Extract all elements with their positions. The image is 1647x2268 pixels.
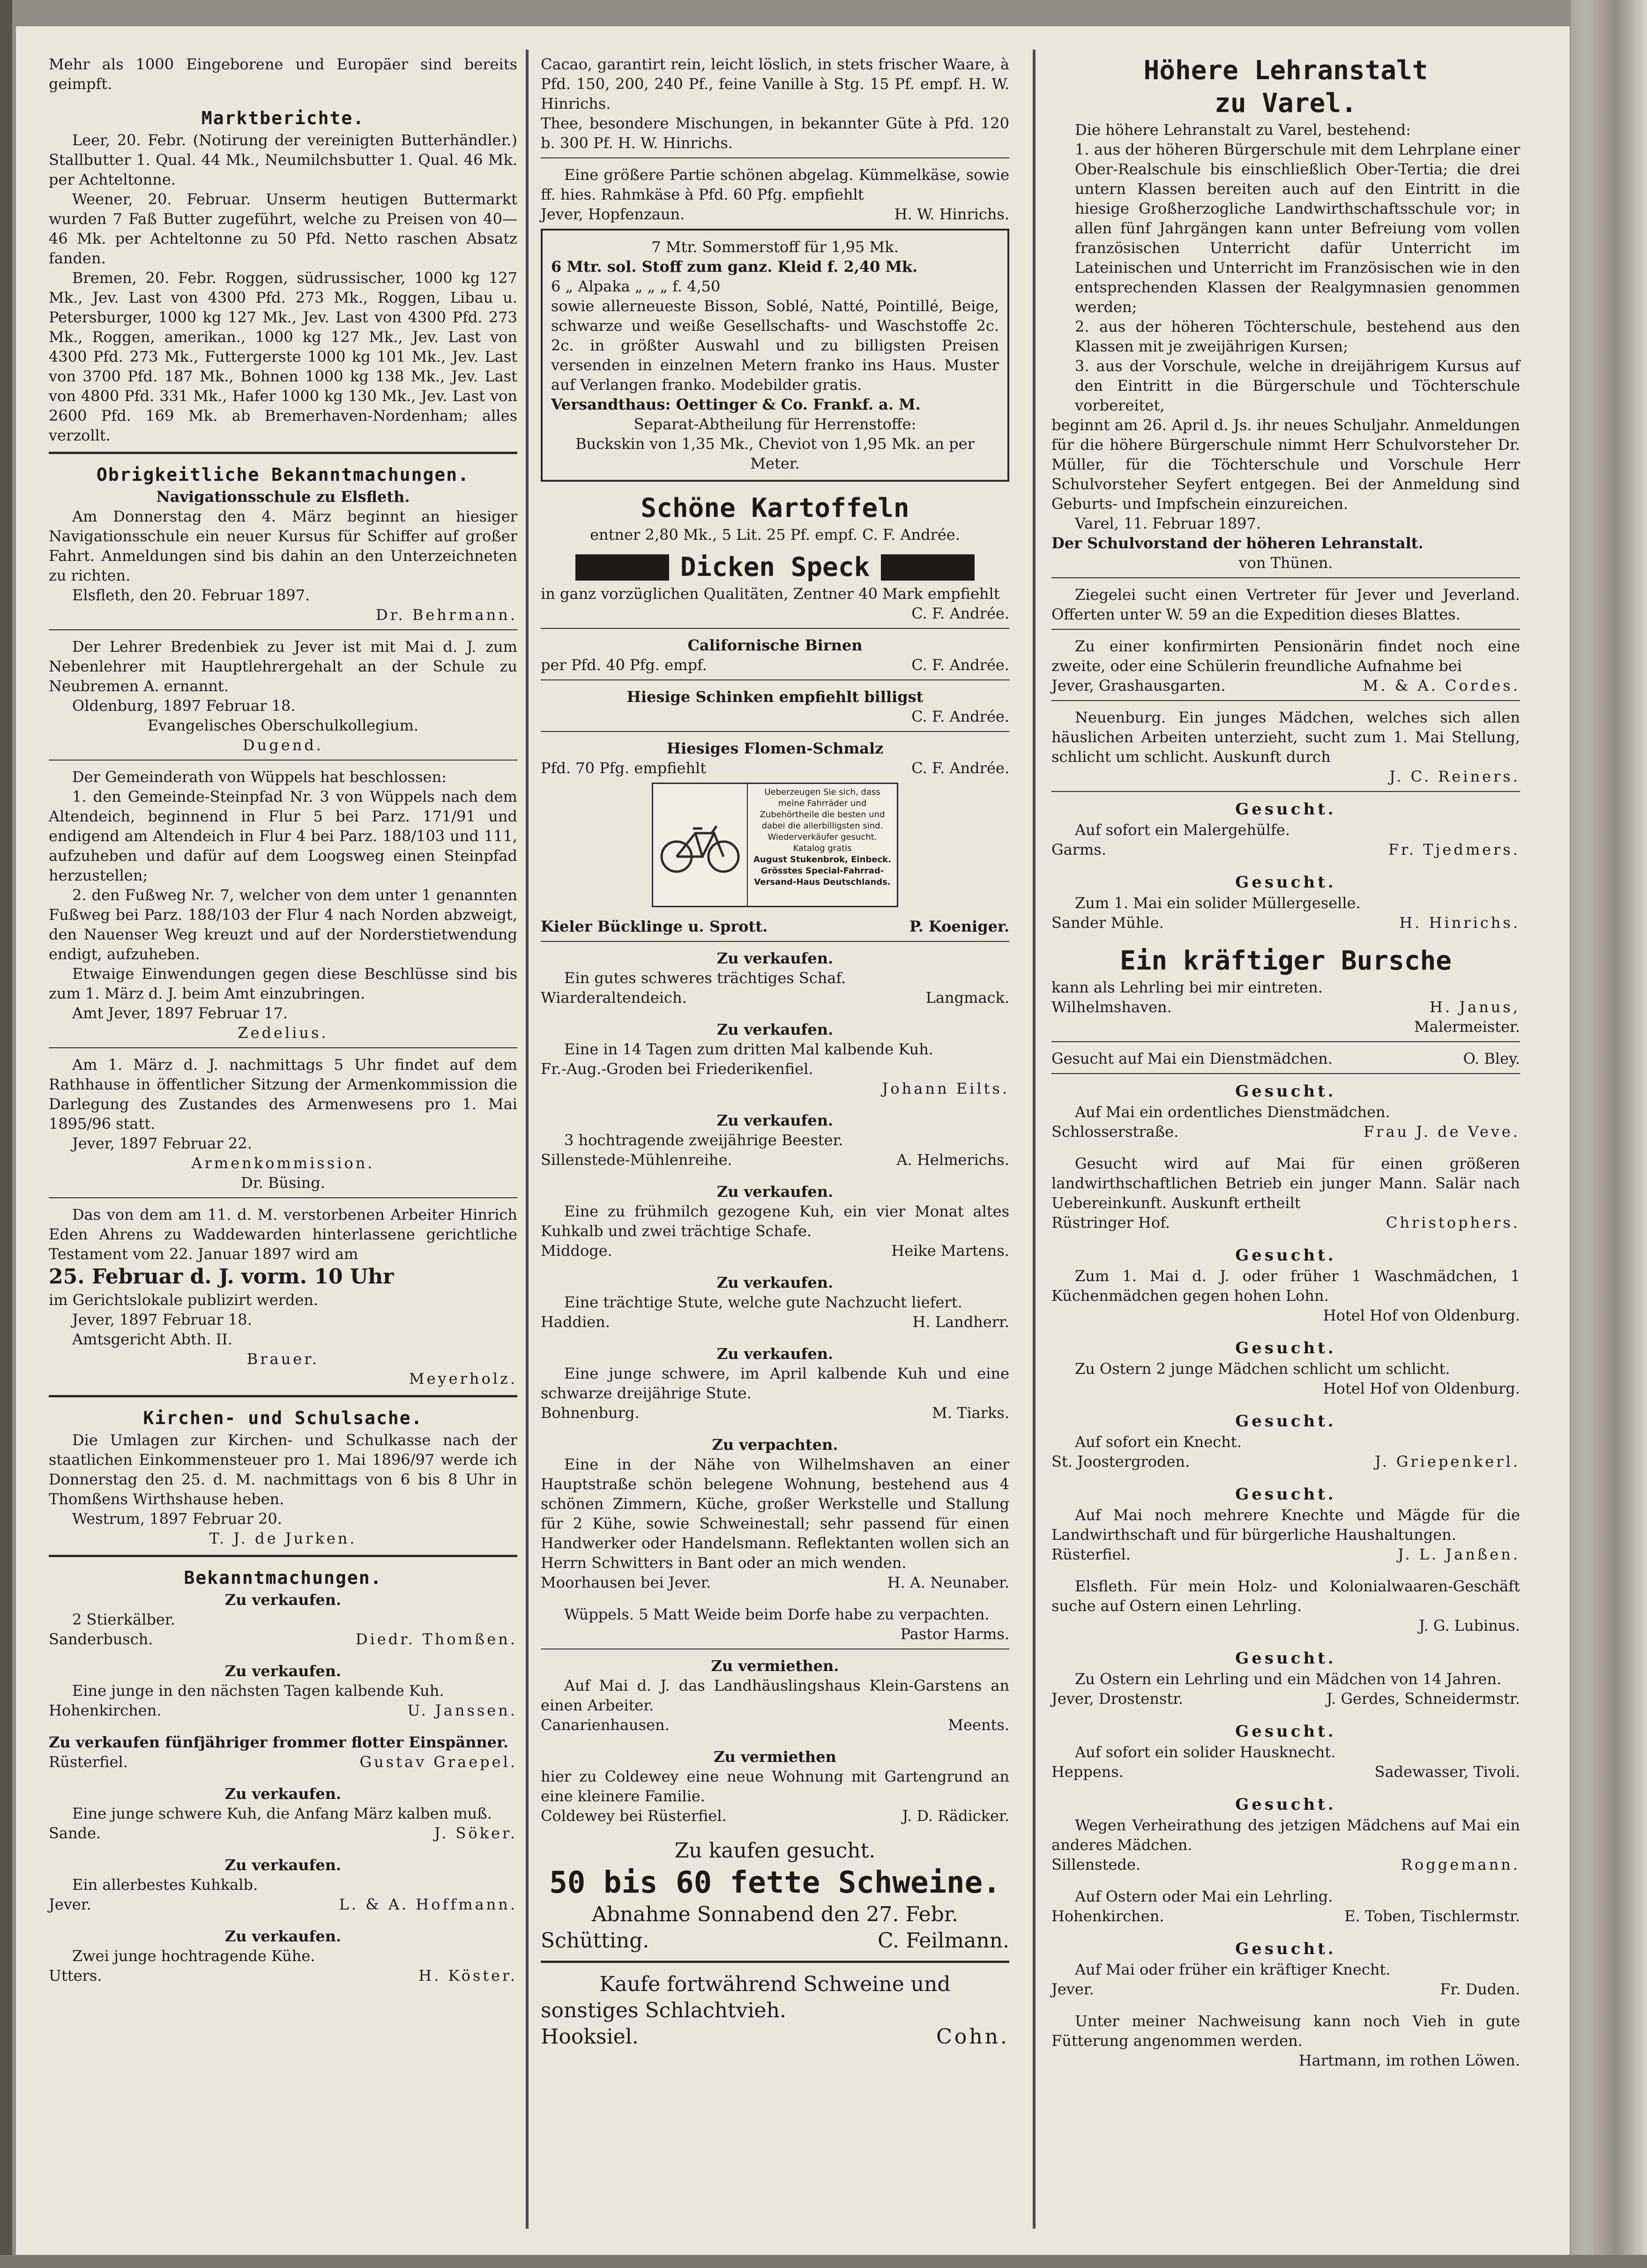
- divider: [1051, 1041, 1520, 1042]
- ad-signature: E. Toben, Tischlermstr.: [1344, 1907, 1520, 1925]
- ad-heading: Zu verkaufen fünfjähriger frommer flotter Einspänner.: [49, 1733, 509, 1751]
- lard-signature: C. F. Andrée.: [911, 759, 1009, 777]
- bacon-text: in ganz vorzüglichen Qualitäten, Zentner 40 Mark empfiehlt: [541, 585, 1000, 603]
- wanted-ad: [1051, 1484, 1520, 1564]
- ad-signature: H. A. Neunaber.: [887, 1574, 1009, 1591]
- bicycle-icon: [658, 814, 742, 875]
- banner-bar-right: [881, 554, 975, 581]
- ad-text: Auf sofort ein solider Hausknecht.: [1075, 1743, 1336, 1761]
- rental-ad: [541, 1656, 1009, 1735]
- testament-org: Amtsgericht Abth. II.: [72, 1330, 233, 1348]
- newspaper-page: [16, 26, 1570, 2255]
- fabric-line-3: 6 „ Alpaka „ „ „ f. 4,50: [551, 277, 721, 295]
- maid-ad: [1051, 1049, 1520, 1068]
- ad-heading: Gesucht.: [1235, 1412, 1336, 1431]
- strong-lad-place: Wilhelmshaven.: [1051, 998, 1172, 1016]
- school-title-1: Höhere Lehranstalt: [1143, 55, 1428, 86]
- fabric-ad-box: [541, 229, 1009, 482]
- ad-text: Ein gutes schweres trächtiges Schaf.: [564, 969, 846, 987]
- ad-text: Eine zu frühmilch gezogene Kuh, ein vier Monat altes Kuhkalb und zwei trächtige Schafe.: [541, 1202, 1009, 1240]
- ad-signature: H. Köster.: [418, 1967, 517, 1984]
- market-leer: Leer, 20. Febr. (Notirung der vereinigten Butterhändler.) Stallbutter 1. Qual. 44 Mk., Neumilchsbutter 1. Qual. 46 Mk. per Achteltonne.: [49, 131, 517, 188]
- ad-heading: Gesucht.: [1235, 1649, 1336, 1668]
- classified-ad: [49, 1590, 517, 1649]
- section-divider: [49, 1395, 517, 1397]
- ad-signature: J. Griepenkerl.: [1375, 1453, 1520, 1470]
- ad-heading: Gesucht.: [1235, 1722, 1336, 1741]
- market-reports-heading: Marktberichte.: [201, 108, 365, 128]
- ad-text: Elsfleth. Für mein Holz- und Kolonialwaaren-Geschäft suche auf Ostern einen Lehrling.: [1051, 1577, 1520, 1615]
- bacon-banner: [541, 551, 1009, 584]
- ad-heading: Zu verkaufen.: [716, 1021, 834, 1038]
- ad-signature: Sadewasser, Tivoli.: [1374, 1763, 1520, 1781]
- ad-heading: Zu verkaufen.: [224, 1927, 342, 1945]
- wanted-ad: [1051, 1576, 1520, 1635]
- cohn-place: Hooksiel.: [541, 2025, 639, 2049]
- bacon-heading: Dicken Speck: [680, 552, 870, 582]
- ad-signature: L. & A. Hoffmann.: [339, 1895, 517, 1913]
- wanted-ad: [1051, 798, 1520, 859]
- ad-heading: Zu verkaufen.: [716, 1274, 834, 1291]
- ad-signature: Frau J. de Veve.: [1364, 1123, 1520, 1141]
- pears-heading: Californische Birnen: [687, 636, 863, 654]
- bicycle-ad-text: [748, 784, 897, 906]
- poor-commission-org: Armenkommission.: [191, 1154, 375, 1172]
- fabric-line-2: 6 Mtr. sol. Stoff zum ganz. Kleid f. 2,40 Mk.: [551, 258, 918, 276]
- cacao-ad: Cacao, garantirt rein, leicht löslich, in stets frischer Waare, à Pfd. 150, 200, 240 Pf., feine Vanille à Stg. 15 Pf. empf. H. W. Hinrichs.: [541, 55, 1009, 112]
- ad-place: Bohnenburg.: [541, 1404, 640, 1422]
- section-divider: [541, 1961, 1009, 1963]
- bicycle-ad-line-1: Ueberzeugen Sie sich, dass meine Fahrräder und Zubehörtheile die besten und dabei die allerbilligsten sind.: [760, 787, 885, 831]
- council-item-1: 1. den Gemeinde-Steinpfad Nr. 3 von Wüppels nach dem Altendeich, beginnend in Flur 5 bei Parz. 171/91 und endigend am Altendeich in Flur 4 bei Parz. 188/103 und 111, aufzuheben und dafür auf dem Loogsweg einen Steinpfad herzustellen;: [49, 788, 517, 884]
- ad-signature: Fr. Duden.: [1440, 1980, 1520, 1998]
- ad-heading: Zu vermiethen: [714, 1748, 836, 1766]
- ad-signature: Johann Eilts.: [882, 1080, 1009, 1097]
- fabric-firm: Versandthaus: Oettinger & Co. Frankf. a. M.: [551, 395, 921, 413]
- ham-heading: Hiesige Schinken empfiehlt billigst: [626, 688, 924, 706]
- divider: [49, 629, 517, 630]
- neuenburg-signature: J. C. Reiners.: [1389, 768, 1520, 785]
- wanted-ad: [1051, 1245, 1520, 1325]
- pasture-ad: Wüppels. 5 Matt Weide beim Dorfe habe zu verpachten.: [564, 1605, 990, 1623]
- ad-place: Fr.-Aug.-Groden bei Friederikenfiel.: [541, 1060, 813, 1078]
- ad-heading: Zu vermiethen.: [711, 1657, 839, 1675]
- lard-heading: Hiesiges Flomen-Schmalz: [666, 739, 884, 757]
- classified-ad: [49, 1661, 517, 1720]
- ad-place: Sillenstede-Mühlenreihe.: [541, 1151, 732, 1169]
- ad-place: Jever.: [1051, 1980, 1094, 1998]
- cheese-signature: H. W. Hinrichs.: [894, 205, 1009, 223]
- ad-heading: Zu verkaufen.: [716, 1345, 834, 1363]
- school-place: Varel, 11. Februar 1897.: [1075, 515, 1261, 532]
- ad-text: Eine junge schwere, im April kalbende Kuh und eine schwarze dreijährige Stute.: [541, 1365, 1009, 1402]
- school-board: Der Schulvorstand der höheren Lehranstalt.: [1051, 534, 1423, 552]
- divider: [1051, 700, 1520, 701]
- bicycle-illustration: [653, 784, 748, 906]
- column-left: [49, 54, 517, 1998]
- ad-place: Rüsterfiel.: [49, 1753, 128, 1771]
- neuenburg-ad: Neuenburg. Ein junges Mädchen, welches sich allen häuslichen Arbeiten unterzieht, sucht zum 1. Mai Stellung, schlicht um schlicht. Auskunft durch: [1051, 709, 1520, 766]
- ad-text: Auf Ostern oder Mai ein Lehrling.: [1075, 1888, 1333, 1905]
- ad-text: Zwei junge hochtragende Kühe.: [72, 1947, 315, 1965]
- divider: [1051, 577, 1520, 578]
- ad-heading: Gesucht.: [1235, 1485, 1336, 1504]
- ad-text: Auf sofort ein Knecht.: [1075, 1433, 1242, 1451]
- tea-ad: Thee, besondere Mischungen, in bekannter Güte à Pfd. 120 b. 300 Pf. H. W. Hinrichs.: [541, 114, 1009, 152]
- ad-text: 2 Stierkälber.: [72, 1611, 175, 1628]
- potatoes-text: entner 2,80 Mk., 5 Lit. 25 Pf. empf. C. F. Andrée.: [590, 526, 960, 544]
- ad-text: Eine junge schwere Kuh, die Anfang März kalben muß.: [72, 1805, 492, 1822]
- livestock-signature: Hartmann, im rothen Löwen.: [1298, 2052, 1520, 2069]
- nav-school-heading: Navigationsschule zu Elsfleth.: [156, 488, 410, 506]
- ad-text: Eine junge in den nächsten Tagen kalbende Kuh.: [72, 1682, 444, 1700]
- classified-ad: [49, 1732, 517, 1772]
- school-item-2: 2. aus der höheren Töchterschule, bestehend aus den Klassen mit je zweijährigen Kursen;: [1075, 318, 1520, 355]
- ad-text: Gesucht wird auf Mai für einen größeren landwirthschaftlichen Betrieb ein junger Mann. Salär nach Uebereinkunft. Auskunft ertheilt: [1051, 1155, 1520, 1212]
- nav-school-place: Elsfleth, den 20. Februar 1897.: [72, 586, 310, 604]
- ad-signature: Roggemann.: [1401, 1856, 1520, 1873]
- scan-edge-bottom: [0, 2255, 1647, 2268]
- ad-signature: Gustav Graepel.: [359, 1753, 517, 1771]
- pasture-signature: Pastor Harms.: [900, 1625, 1009, 1643]
- ad-heading: Gesucht.: [1235, 1795, 1336, 1814]
- classified-ad: [49, 1926, 517, 1985]
- ad-heading: Zu verkaufen.: [716, 1183, 834, 1201]
- divider: [49, 1047, 517, 1048]
- column-middle: [541, 54, 1009, 2050]
- church-school-text: Die Umlagen zur Kirchen- und Schulkasse nach der staatlichen Einkommensteuer pro 1. Mai 1896/97 werde ich Donnerstag den 25. d. M. nachmittags von 6 bis 8 Uhr in Thomßens Wirthshause heben.: [49, 1431, 517, 1508]
- divider: [541, 679, 1009, 680]
- kippers-ad: [541, 917, 1009, 936]
- ad-heading: Zu verpachten.: [712, 1436, 838, 1454]
- ad-signature: M. Tiarks.: [932, 1404, 1009, 1422]
- ad-signature: Meents.: [948, 1716, 1009, 1734]
- ad-heading: Gesucht.: [1235, 1082, 1336, 1101]
- ad-text: Wegen Verheirathung des jetzigen Mädchens auf Mai ein anderes Mädchen.: [1051, 1816, 1520, 1854]
- council-item-2: 2. den Fußweg Nr. 7, welcher von dem unter 1 genannten Fußweg bei Parz. 188/103 der Flur 4 nach Norden abzweigt, den Nauenser Weg kreuzt und auf der Norderstietwendung endigt, aufzuheben.: [49, 886, 517, 963]
- strong-lad-title: Malermeister.: [1414, 1018, 1520, 1036]
- classified-list: [49, 1590, 517, 1985]
- ad-signature: Langmack.: [925, 989, 1009, 1007]
- classified-ad: [49, 1855, 517, 1914]
- ad-text: 3 hochtragende zweijährige Beester.: [564, 1131, 843, 1149]
- ad-heading: Gesucht.: [1235, 1940, 1336, 1958]
- bicycle-ad-line-2: Wiederverkäufer gesucht. Katalog gratis: [768, 832, 877, 853]
- school-item-3: 3. aus der Vorschule, welche in dreijährigem Kursus auf den Eintritt in die Bürgerschule und Töchterschule vorbereitet,: [1075, 357, 1520, 414]
- nav-school-signature: Dr. Behrmann.: [376, 606, 517, 624]
- school-title-2: zu Varel.: [1215, 88, 1357, 119]
- kippers-signature: P. Koeniger.: [909, 918, 1009, 935]
- intro-text: Mehr als 1000 Eingeborene und Europäer sind bereits geimpft.: [49, 55, 517, 93]
- teacher-signature: Dugend.: [243, 736, 323, 754]
- ad-signature: H. Landherr.: [912, 1313, 1009, 1331]
- testament-notice: Das von dem am 11. d. M. verstorbenen Arbeiter Hinrich Eden Ahrens zu Waddewarden hinterlassene gerichtliche Testament vom 22. Januar 1897 wird am: [49, 1206, 517, 1263]
- ad-text: Eine trächtige Stute, welche gute Nachzucht liefert.: [564, 1293, 962, 1311]
- column-rule: [526, 50, 529, 2229]
- testament-place: Jever, 1897 Februar 18.: [72, 1311, 252, 1328]
- ad-place: Sillenstede.: [1051, 1856, 1140, 1873]
- school-signature: von Thünen.: [1238, 554, 1333, 572]
- poor-commission-place: Jever, 1897 Februar 22.: [72, 1134, 252, 1152]
- school-text: beginnt am 26. April d. Js. ihr neues Schuljahr. Anmeldungen für die höhere Bürgerschule nimmt Herr Schulvorsteher Dr. Müller, für die Töchterschule und Vorschule Herr Schulvorsteher Seyfert entgegen. Bei der Anmeldung sind Geburts- und Impfschein einzureichen.: [1051, 416, 1520, 513]
- ad-heading: Zu verkaufen.: [224, 1856, 342, 1874]
- column-right: [1051, 54, 1520, 2070]
- ad-place: Middoge.: [541, 1242, 612, 1260]
- pears-signature: C. F. Andrée.: [911, 656, 1009, 674]
- cohn-line-1: Kaufe fortwährend Schweine und: [599, 1972, 951, 1996]
- pears-price: per Pfd. 40 Pfg. empf.: [541, 656, 707, 674]
- ad-text: Ein allerbestes Kuhkalb.: [72, 1876, 258, 1894]
- pigs-wanted-place: Schütting.: [541, 1929, 649, 1953]
- classified-ad: [49, 1784, 517, 1843]
- classified-ad: [541, 948, 1009, 1007]
- teacher-org: Evangelisches Oberschulkollegium.: [147, 716, 419, 734]
- ad-text: Zum 1. Mai ein solider Müllergeselle.: [1075, 894, 1361, 912]
- ad-place: Coldewey bei Rüsterfiel.: [541, 1807, 727, 1825]
- classified-ad: [541, 1182, 1009, 1261]
- strong-lad-heading: Ein kräftiger Bursche: [1119, 946, 1452, 976]
- wanted-ad: [1051, 1938, 1520, 1999]
- poor-commission-signature: Dr. Büsing.: [241, 1174, 325, 1192]
- banner-bar-left: [575, 554, 669, 581]
- nav-school-text: Am Donnerstag den 4. März beginnt an hiesiger Navigationsschule ein neuer Kursus für Schiffer auf großer Fahrt. Anmeldungen sind bis dahin an den Unterzeichneten zu richten.: [49, 507, 517, 584]
- strong-lad-text: kann als Lehrling bei mir eintreten.: [1051, 978, 1323, 996]
- school-item-1: 1. aus der höheren Bürgerschule mit dem Lehrplane einer Ober-Realschule bis einschließlich Ober-Tertia; die drei untern Klassen bereiten auch auf den Eintritt in die hiesige Großherzogliche Landwirthschaftsschule vor; in allen fünf Jahrgängen kann unter Befreiung vom vollen französischen Unterricht dafür Unterricht im Lateinischen und Unterricht im Französischen wie in den entsprechenden Klassen der Realgymnasien genommen werden;: [1075, 141, 1520, 316]
- ad-place: Sanderbusch.: [49, 1630, 153, 1648]
- ham-signature: C. F. Andrée.: [911, 708, 1009, 725]
- ad-place: Sander Mühle.: [1051, 914, 1164, 932]
- ad-signature: J. Gerdes, Schneidermstr.: [1326, 1690, 1520, 1708]
- wanted-ad: [1051, 872, 1520, 933]
- ad-place: Schlosserstraße.: [1051, 1123, 1179, 1141]
- wanted-ad: [1051, 1154, 1520, 1232]
- classified-ad: [541, 1344, 1009, 1423]
- cheese-place: Jever, Hopfenzaun.: [541, 205, 685, 223]
- divider: [541, 731, 1009, 732]
- ad-heading: Gesucht.: [1235, 800, 1336, 819]
- ad-place: Rüstringer Hof.: [1051, 1214, 1170, 1231]
- brickworks-ad: Ziegelei sucht einen Vertreter für Jever und Jeverland. Offerten unter W. 59 an die Expedition dieses Blattes.: [1051, 586, 1520, 623]
- testament-notice-end: im Gerichtslokale publizirt werden.: [49, 1291, 319, 1309]
- ad-place: Jever.: [49, 1895, 91, 1913]
- ad-text: hier zu Coldewey eine neue Wohnung mit Gartengrund an eine kleinere Familie.: [541, 1768, 1009, 1805]
- lard-price: Pfd. 70 Pfg. empfiehlt: [541, 759, 707, 777]
- ad-signature: Christophers.: [1386, 1214, 1520, 1231]
- maid-text: Gesucht auf Mai ein Dienstmädchen.: [1051, 1050, 1333, 1067]
- divider: [1051, 629, 1520, 630]
- testament-signature-2: Meyerholz.: [409, 1370, 517, 1388]
- school-intro: Die höhere Lehranstalt zu Varel, bestehend:: [1075, 121, 1411, 139]
- ad-heading: Gesucht.: [1235, 873, 1336, 892]
- livestock-notice: Unter meiner Nachweisung kann noch Vieh in gute Fütterung angenommen werden.: [1051, 2012, 1520, 2050]
- wanted-ad: [1051, 1794, 1520, 1874]
- ad-signature: Hotel Hof von Oldenburg.: [1323, 1306, 1520, 1324]
- ad-place: Haddien.: [541, 1313, 610, 1331]
- ad-signature: A. Helmerichs.: [896, 1151, 1009, 1169]
- ad-signature: Heike Martens.: [891, 1242, 1009, 1260]
- fabric-separate: Separat-Abtheilung für Herrenstoffe:: [633, 415, 917, 433]
- testament-signature: Brauer.: [246, 1350, 320, 1368]
- ad-heading: Zu verkaufen.: [224, 1785, 342, 1803]
- ad-signature: U. Janssen.: [407, 1701, 517, 1719]
- ad-text: Auf Mai ein ordentliches Dienstmädchen.: [1075, 1103, 1390, 1121]
- ad-signature: Fr. Tjedmers.: [1388, 841, 1520, 858]
- council-objections: Etwaige Einwendungen gegen diese Beschlüsse sind bis zum 1. März d. J. beim Amt einzubringen.: [49, 965, 517, 1002]
- ad-signature: J. D. Rädicker.: [902, 1807, 1009, 1825]
- divider: [1051, 791, 1520, 792]
- wanted-ad: [1051, 1648, 1520, 1708]
- ad-text: Eine in der Nähe von Wilhelmshaven an einer Hauptstraße schön belegene Wohnung, bestehend aus 4 schönen Zimmern, Küche, großer Werkstelle und Stallung für 2 Kühe, sowie Schweinestall; sehr passend für einen Handwerker oder Handelsmann. Reflektanten wollen sich an Herrn Schwitters in Bant oder an mich wenden.: [541, 1455, 1009, 1572]
- ad-heading: Zu verkaufen.: [224, 1662, 342, 1680]
- ad-place: Rüsterfiel.: [1051, 1545, 1131, 1563]
- cohn-signature: Cohn.: [936, 2025, 1009, 2049]
- market-weener: Weener, 20. Februar. Unserm heutigen Buttermarkt wurden 7 Faß Butter zugeführt, welche zu Preisen von 40—46 Mk. per Achteltonne zu 50 Pfd. Netto raschen Absatz fanden.: [49, 190, 517, 267]
- pigs-wanted-heading: Zu kaufen gesucht.: [674, 1839, 876, 1863]
- fabric-line-1: 7 Mtr. Sommerstoff für 1,95 Mk.: [651, 238, 899, 256]
- church-school-heading: Kirchen- und Schulsache.: [143, 1408, 423, 1428]
- ad-heading: Zu verkaufen.: [716, 1112, 834, 1129]
- bicycle-ad-firm: August Stukenbrok, Einbeck.: [753, 855, 891, 865]
- wanted-ad: [1051, 1081, 1520, 1141]
- ad-place: Jever, Drostenstr.: [1051, 1690, 1184, 1708]
- wanted-ad: [1051, 1887, 1520, 1926]
- council-place: Amt Jever, 1897 Februar 17.: [72, 1004, 288, 1022]
- ad-place: Garms.: [1051, 841, 1106, 858]
- bacon-signature: C. F. Andrée.: [911, 604, 1009, 622]
- ad-heading: Gesucht.: [1235, 1246, 1336, 1265]
- ad-heading: Gesucht.: [1235, 1339, 1336, 1358]
- church-school-signature: T. J. de Jurken.: [209, 1529, 357, 1547]
- ad-signature: H. Hinrichs.: [1399, 914, 1520, 932]
- wanted-ad: [1051, 1337, 1520, 1398]
- council-signature: Zedelius.: [238, 1024, 328, 1042]
- maid-signature: O. Bley.: [1463, 1050, 1520, 1067]
- ad-place: Moorhausen bei Jever.: [541, 1574, 711, 1591]
- divider: [541, 941, 1009, 942]
- bicycle-ad: [652, 783, 898, 907]
- strong-lad-signature: H. Janus,: [1430, 998, 1520, 1016]
- testament-date: 25. Februar d. J. vorm. 10 Uhr: [49, 1265, 394, 1289]
- ad-heading: Zu verkaufen.: [224, 1591, 342, 1609]
- classified-ad: [541, 1273, 1009, 1332]
- council-notice: Der Gemeinderath von Wüppels hat beschlossen:: [72, 768, 447, 786]
- ad-text: Auf Mai d. J. das Landhäuslingshaus Klein-Garstens an einen Arbeiter.: [541, 1677, 1009, 1714]
- teacher-place: Oldenburg, 1897 Februar 18.: [72, 697, 296, 715]
- ad-text: Zum 1. Mai d. J. oder früher 1 Waschmädchen, 1 Küchenmädchen gegen hohen Lohn.: [1051, 1267, 1520, 1305]
- official-notices-heading: Obrigkeitliche Bekanntmachungen.: [96, 464, 470, 485]
- section-divider: [49, 452, 517, 454]
- ad-text: Zu Ostern 2 junge Mädchen schlicht um schlicht.: [1075, 1360, 1450, 1378]
- market-bremen: Bremen, 20. Febr. Roggen, südrussischer, 1000 kg 127 Mk., Jev. Last von 4300 Pfd. 273 Mk., Roggen, Libau u. Petersburger, 1000 kg 127 Mk., Jev. Last von 4300 Pfd. 273 Mk., Roggen, amerikan., 1000 kg 127 Mk., Jev. Last von 4300 Pfd. 273 Mk., Futtergerste 1000 kg 101 Mk., Jev. Last von 3700 Pfd. 187 Mk., Bohnen 1000 kg 138 Mk., Jev. Last von 4800 Pfd. 331 Mk., Hafer 1000 kg 130 Mk., Jev. Last von 2600 Pfd. 169 Mk. ab Bremerhaven-Nordenham; alles verzollt.: [49, 269, 517, 444]
- ad-signature: J. Söker.: [434, 1824, 517, 1842]
- potatoes-heading: Schöne Kartoffeln: [641, 493, 909, 523]
- ad-text: Auf Mai oder früher ein kräftiger Knecht.: [1075, 1961, 1391, 1978]
- ad-place: Hohenkirchen.: [49, 1701, 162, 1719]
- divider: [49, 760, 517, 761]
- divider: [541, 628, 1009, 629]
- scan-edge-left: [0, 0, 12, 2268]
- ad-place: Hohenkirchen.: [1051, 1907, 1164, 1925]
- fabric-text: sowie allerneueste Bisson, Soblé, Natté, Pointillé, Beige, schwarze und weiße Gesellschafts- und Waschstoffe 2c. 2c. in größter Auswahl und zu billigsten Preisen versenden in einzelnen Metern franko ins Haus. Muster auf Verlangen franko. Modebilder gratis.: [551, 297, 999, 394]
- pigs-wanted-big: 50 bis 60 fette Schweine.: [549, 1865, 1001, 1900]
- wanted-ad: [1051, 1721, 1520, 1782]
- ad-place: Canarienhausen.: [541, 1716, 670, 1734]
- ad-place: St. Joostergroden.: [1051, 1453, 1190, 1470]
- ad-text: Zu Ostern ein Lehrling und ein Mädchen von 14 Jahren.: [1075, 1670, 1502, 1688]
- boarding-signature: M. & A. Cordes.: [1363, 677, 1520, 694]
- divider: [1051, 1073, 1520, 1074]
- divider: [541, 157, 1009, 158]
- wanted-ad: [1051, 1410, 1520, 1471]
- classified-ad: [541, 1020, 1009, 1098]
- fabric-buckskin: Buckskin von 1,35 Mk., Cheviot von 1,95 Mk. an per Meter.: [575, 435, 975, 472]
- ad-signature: J. G. Lubinus.: [1419, 1617, 1520, 1634]
- boarding-ad: Zu einer konfirmirten Pensionärin findet noch eine zweite, oder eine Schülerin freundliche Aufnahme bei: [1051, 637, 1520, 675]
- ad-text: Auf Mai noch mehrere Knechte und Mägde für die Landwirthschaft und für bürgerliche Haushaltungen.: [1051, 1506, 1520, 1544]
- ad-place: Heppens.: [1051, 1763, 1124, 1781]
- announcements-heading: Bekanntmachungen.: [184, 1567, 382, 1588]
- church-school-place: Westrum, 1897 Februar 20.: [72, 1510, 282, 1528]
- classified-ad: [541, 1111, 1009, 1170]
- poor-commission-notice: Am 1. März d. J. nachmittags 5 Uhr findet auf dem Rathhause in öffentlicher Sitzung der Armenkommission die Darlegung des Zustandes des Armenwesens pro 1. Mai 1895/96 statt.: [49, 1056, 517, 1133]
- bicycle-ad-line-4: Grösstes Special-Fahrrad-Versand-Haus Deutschlands.: [754, 866, 891, 887]
- column-rule: [1033, 50, 1036, 2229]
- pigs-wanted-date: Abnahme Sonnabend den 27. Febr.: [592, 1902, 958, 1926]
- ad-signature: Diedr. Thomßen.: [355, 1630, 517, 1648]
- ad-place: Sande.: [49, 1824, 101, 1842]
- cohn-line-2: sonstiges Schlachtvieh.: [541, 1999, 786, 2022]
- ad-place: Utters.: [49, 1967, 102, 1984]
- scan-edge-right: [1571, 0, 1647, 2268]
- cheese-ad: Eine größere Partie schönen abgelag. Kümmelkäse, sowie ff. hies. Rahmkäse à Pfd. 60 Pfg. empfiehlt: [541, 166, 1009, 203]
- ad-signature: J. L. Janßen.: [1398, 1545, 1520, 1563]
- section-divider: [49, 1555, 517, 1557]
- ad-text: Auf sofort ein Malergehülfe.: [1075, 821, 1290, 839]
- kippers-text: Kieler Bücklinge u. Sprott.: [541, 918, 768, 935]
- teacher-notice: Der Lehrer Bredenbiek zu Jever ist mit Mai d. J. zum Nebenlehrer mit Hauptlehrergehalt an der Schule zu Neubremen A. ernannt.: [49, 638, 517, 695]
- pigs-wanted-signature: C. Feilmann.: [878, 1929, 1009, 1953]
- ad-heading: Zu verkaufen.: [716, 949, 834, 967]
- classified-ad: [541, 1435, 1009, 1592]
- boarding-place: Jever, Grashausgarten.: [1051, 677, 1226, 694]
- ad-signature: Hotel Hof von Oldenburg.: [1323, 1380, 1520, 1397]
- ad-text: Eine in 14 Tagen zum dritten Mal kalbende Kuh.: [564, 1040, 933, 1058]
- rental-ad: [541, 1747, 1009, 1826]
- ad-place: Wiarderaltendeich.: [541, 989, 687, 1007]
- divider: [49, 1197, 517, 1198]
